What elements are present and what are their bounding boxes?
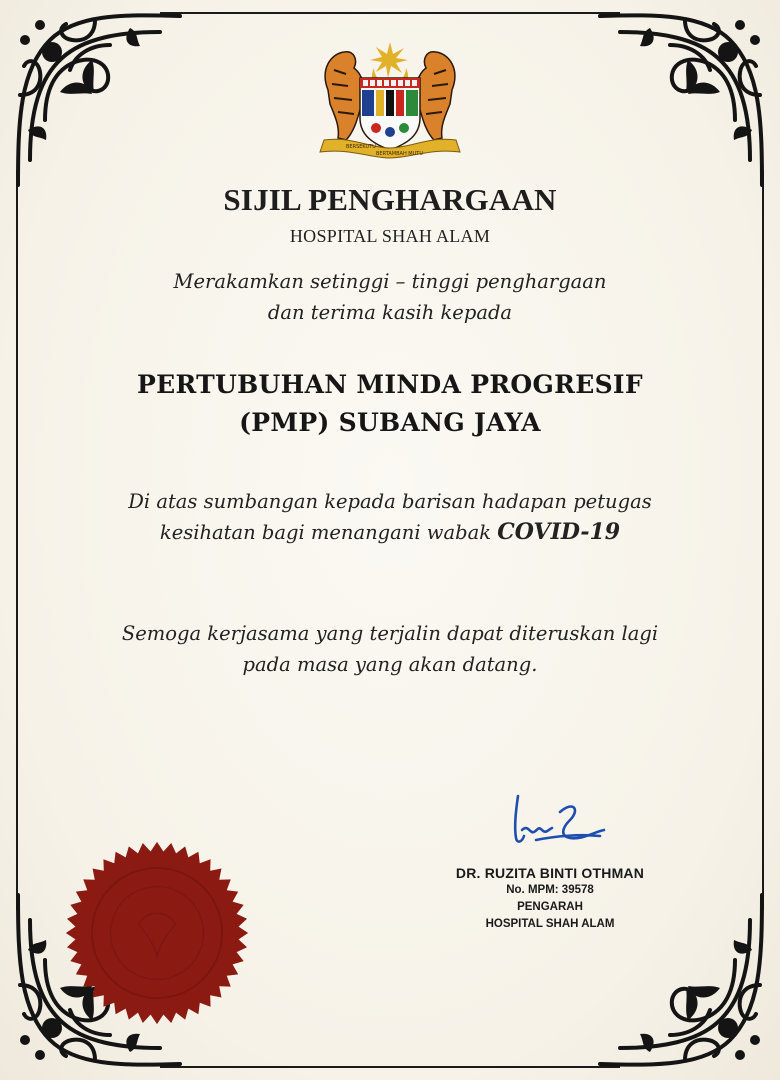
recipient-line-1: PERTUBUHAN MINDA PROGRESIF: [137, 370, 643, 399]
intro-line-2: dan terima kasih kepada: [267, 301, 513, 324]
reason-line-2-prefix: kesihatan bagi menangani wabak: [159, 521, 498, 544]
closing-line-1: Semoga kerjasama yang terjalin dapat diteruskan lagi: [121, 622, 659, 645]
frame-bottom-line: [160, 1066, 620, 1068]
reason-line-1: Di atas sumbangan kepada barisan hadapan petugas: [128, 490, 652, 513]
signatory-registration: No. MPM: 39578: [506, 884, 594, 896]
recipient-line-2: (PMP) SUBANG JAYA: [239, 408, 541, 437]
motto-center-text: BERTAMBAH MUTU: [376, 151, 423, 157]
closing-line-2: pada masa yang akan datang.: [242, 653, 538, 676]
signatory-position: PENGARAH: [517, 901, 583, 913]
closing-text: [0, 618, 780, 680]
intro-text: [0, 266, 780, 328]
recipient-name: [0, 366, 780, 442]
frame-top-line: [160, 12, 620, 14]
signatory-block: [430, 864, 670, 933]
reason-line-2: [0, 517, 780, 548]
ornament-top-right: [590, 0, 780, 190]
intro-line-1: Merakamkan setinggi – tinggi penghargaan: [173, 270, 607, 293]
signatory-organization: HOSPITAL SHAH ALAM: [485, 918, 615, 930]
coat-of-arms-emblem: [310, 40, 470, 160]
certificate-title: SIJIL PENGHARGAAN: [223, 182, 557, 217]
ornament-top-left: [0, 0, 190, 190]
issuer-name: HOSPITAL SHAH ALAM: [289, 226, 491, 246]
covid-emphasis: COVID-19: [497, 519, 621, 545]
embossed-seal: [64, 840, 250, 1026]
signatory-name: DR. RUZITA BINTI OTHMAN: [455, 865, 645, 881]
reason-text: [0, 486, 780, 548]
motto-left-text: BERSEKUTU: [346, 144, 376, 150]
handwritten-signature: [500, 790, 610, 850]
